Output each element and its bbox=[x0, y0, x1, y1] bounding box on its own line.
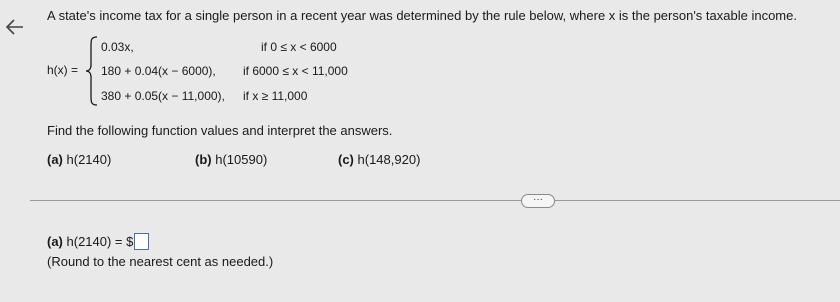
part-a bbox=[47, 152, 111, 167]
part-b bbox=[195, 152, 267, 167]
function-name: h(x) = bbox=[47, 63, 79, 77]
answer-line bbox=[47, 233, 149, 250]
rounding-note: (Round to the nearest cent as needed.) bbox=[47, 254, 274, 269]
part-label: (b) bbox=[195, 152, 212, 167]
more-button[interactable]: ··· bbox=[521, 194, 555, 208]
back-arrow-icon[interactable] bbox=[4, 16, 26, 38]
piece-condition: if x ≥ 11,000 bbox=[243, 89, 308, 103]
piecewise-function bbox=[47, 34, 407, 106]
piece-condition: if 6000 ≤ x < 11,000 bbox=[243, 64, 348, 78]
problem-statement: A state's income tax for a single person in a recent year was determined by the rule below, where x is the person's taxable income. bbox=[47, 8, 797, 23]
piece-expression: 380 + 0.05(x − 11,000), bbox=[101, 89, 225, 103]
part-c bbox=[338, 152, 420, 167]
left-brace bbox=[85, 36, 99, 106]
piece-condition: if 0 ≤ x < 6000 bbox=[261, 40, 337, 54]
part-text: h(2140) bbox=[66, 152, 112, 167]
section-divider bbox=[30, 200, 840, 201]
piece-expression: 0.03x, bbox=[101, 40, 134, 54]
answer-label: (a) bbox=[47, 234, 63, 249]
part-text: h(148,920) bbox=[357, 152, 421, 167]
answer-input[interactable] bbox=[134, 233, 149, 250]
part-label: (a) bbox=[47, 152, 63, 167]
instruction-text: Find the following function values and interpret the answers. bbox=[47, 123, 393, 138]
answer-prompt: h(2140) = $ bbox=[66, 234, 134, 249]
piece-expression: 180 + 0.04(x − 6000), bbox=[101, 64, 216, 78]
part-text: h(10590) bbox=[215, 152, 268, 167]
part-label: (c) bbox=[338, 152, 354, 167]
